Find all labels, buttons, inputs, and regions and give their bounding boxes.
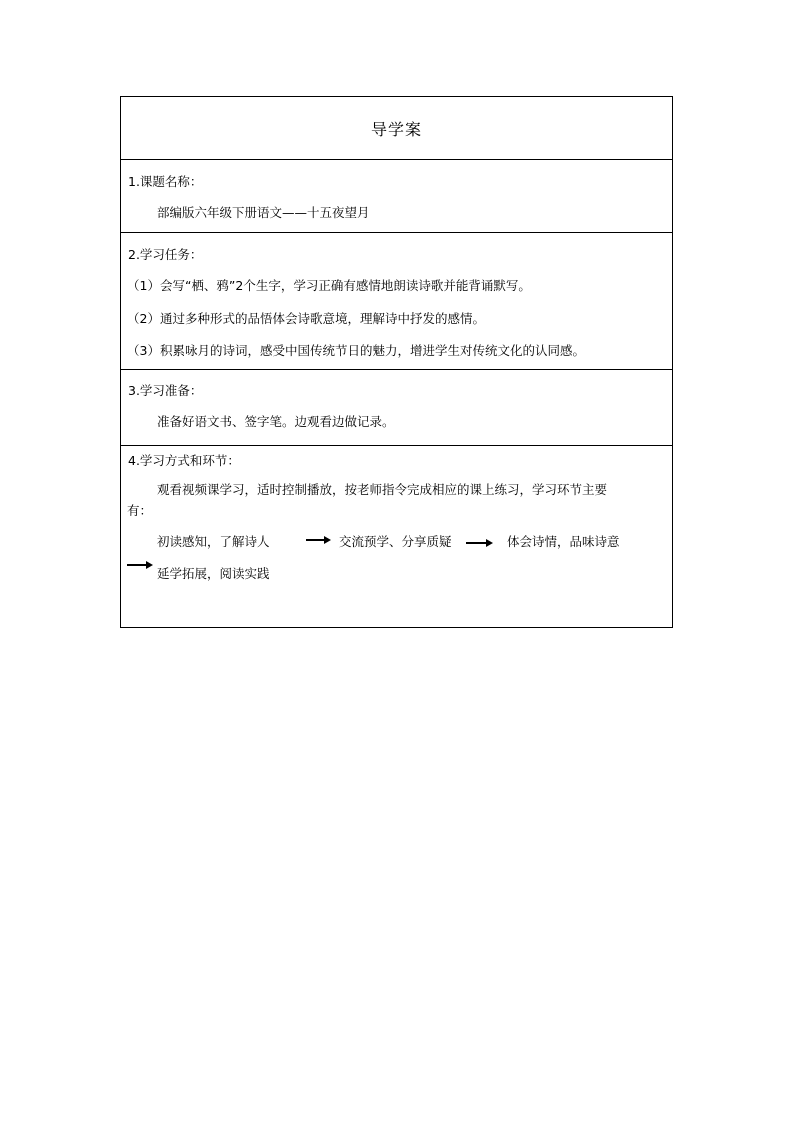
flow-step-1: 初读感知，了解诗人: [157, 534, 270, 549]
topic-label: 1.课题名称：: [128, 174, 203, 189]
flow-arrow-icon: [127, 560, 153, 570]
guide-table: [120, 96, 673, 628]
flow-step-3: 体会诗情，品味诗意: [507, 534, 620, 549]
task-item-3: （3）积累咏月的诗词，感受中国传统节日的魅力，增进学生对传统文化的认同感。: [127, 343, 585, 358]
title-row: [121, 97, 672, 160]
methods-section: [121, 446, 672, 627]
methods-label: 4.学习方式和环节：: [128, 453, 240, 468]
methods-intro-line-1: 观看视频课学习，适时控制播放，按老师指令完成相应的课上练习，学习环节主要: [157, 482, 608, 497]
task-item-1: （1）会写“栖、鸦”2个生字，学习正确有感情地朗读诗歌并能背诵默写。: [127, 278, 531, 293]
tasks-label: 2.学习任务：: [128, 247, 203, 262]
flow-step-4: 延学拓展，阅读实践: [157, 566, 270, 581]
preparation-label: 3.学习准备：: [128, 383, 203, 398]
topic-content: 部编版六年级下册语文——十五夜望月: [157, 205, 370, 220]
task-item-2: （2）通过多种形式的品悟体会诗歌意境，理解诗中抒发的感情。: [127, 311, 485, 326]
topic-section: [121, 160, 672, 233]
flow-arrow-icon: [306, 535, 331, 545]
flow-arrow-icon: [466, 538, 493, 548]
preparation-content: 准备好语文书、签字笔。边观看边做记录。: [157, 414, 395, 429]
flow-step-2: 交流预学、分享质疑: [339, 534, 452, 549]
methods-intro-line-2: 有：: [127, 503, 153, 518]
page-title: 导学案: [370, 119, 422, 139]
tasks-section: [121, 233, 672, 370]
preparation-section: [121, 370, 672, 446]
